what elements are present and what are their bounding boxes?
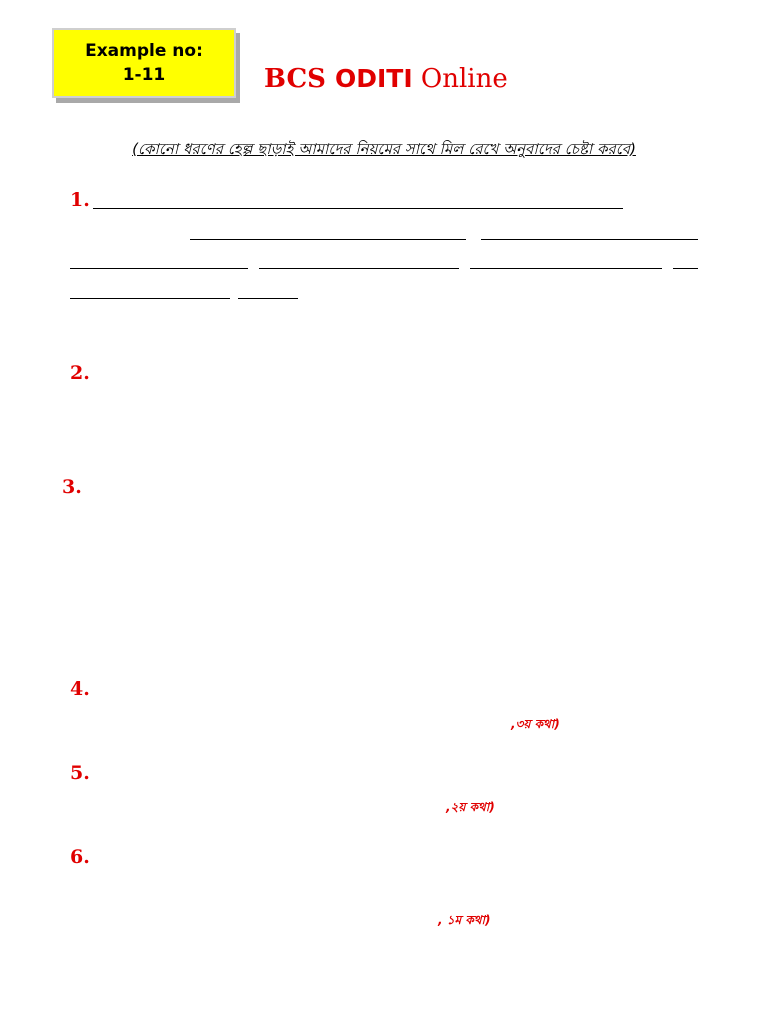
question-note-4: ,৩য় কথা) [511, 717, 560, 731]
question-note-5: ,২য় কথা) [446, 800, 495, 814]
answer-line [673, 268, 698, 269]
instruction-text: (কোনো ধরণের হেল্প ছাড়াই আমাদের নিয়মের সাথে মিল রেখে অনুবাদের চেষ্টা করবে) [132, 140, 636, 158]
answer-line [70, 298, 230, 299]
question-note-6: , ১ম কথা) [438, 913, 491, 927]
question-number-2: 2. [70, 362, 90, 384]
answer-line [481, 239, 698, 240]
question-number-6: 6. [70, 846, 90, 868]
title-oditi: ODITI [334, 64, 413, 93]
answer-line [470, 268, 662, 269]
answer-line [190, 239, 466, 240]
answer-line [259, 268, 459, 269]
example-range: 1-11 [122, 65, 166, 85]
question-number-5: 5. [70, 762, 90, 784]
answer-line [238, 298, 298, 299]
question-number-3: 3. [62, 476, 82, 498]
title-bcs: BCS [264, 64, 335, 94]
question-number-1: 1. [70, 189, 90, 211]
page-title [264, 64, 508, 94]
example-number-badge [52, 28, 236, 98]
answer-line [93, 208, 623, 209]
question-number-4: 4. [70, 678, 90, 700]
answer-line [70, 268, 248, 269]
title-online: Online [412, 64, 508, 94]
example-label: Example no: [85, 41, 203, 61]
